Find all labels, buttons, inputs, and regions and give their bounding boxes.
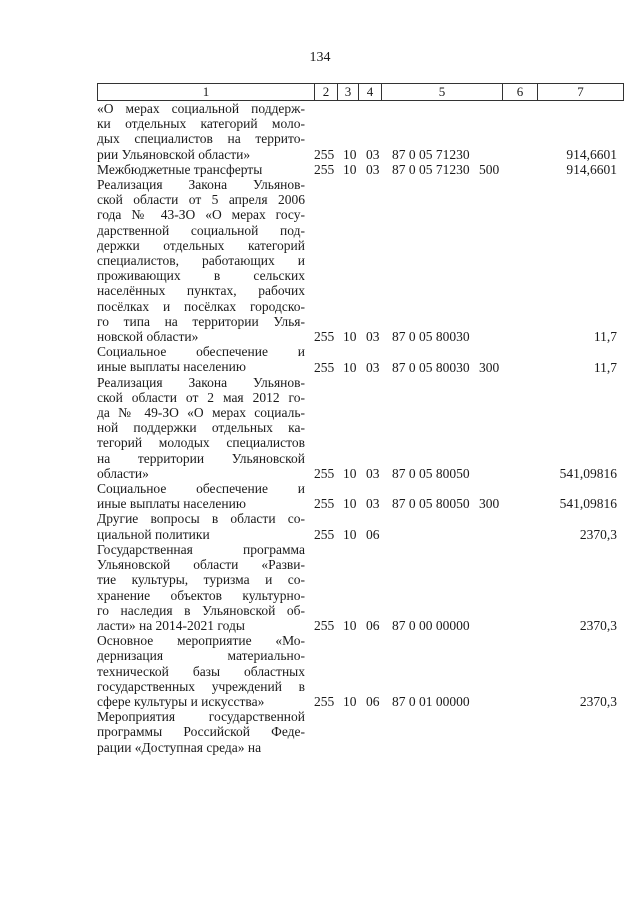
expense-type-code: 300 bbox=[479, 359, 500, 375]
description-line: области» bbox=[97, 465, 149, 481]
column-header-7: 7 bbox=[538, 84, 624, 101]
target-article-code: 87 0 05 71230 bbox=[392, 162, 470, 178]
description-line: Реализация Закона Ульянов- bbox=[97, 374, 305, 390]
description-line: ской области от 5 апреля 2006 bbox=[97, 192, 305, 208]
description-line: держки отдельных категорий bbox=[97, 237, 305, 253]
subsection-code: 06 bbox=[366, 526, 380, 542]
grbs-code: 255 bbox=[314, 359, 335, 375]
section-code: 10 bbox=[343, 526, 357, 542]
description-line: дернизация материально- bbox=[97, 648, 305, 664]
row-codes bbox=[313, 740, 617, 755]
grbs-code: 255 bbox=[314, 329, 335, 345]
row-description bbox=[97, 633, 305, 709]
row-codes bbox=[313, 527, 617, 542]
amount-value: 914,6601 bbox=[566, 146, 617, 162]
description-line: новской области» bbox=[97, 329, 199, 345]
target-article-code: 87 0 05 80030 bbox=[392, 359, 470, 375]
row-codes bbox=[313, 329, 617, 344]
description-line: го типа на территории Улья- bbox=[97, 313, 305, 329]
grbs-code: 255 bbox=[314, 496, 335, 512]
subsection-code: 06 bbox=[366, 618, 380, 634]
description-line: иные выплаты населению bbox=[97, 496, 246, 512]
table-row bbox=[97, 511, 617, 541]
description-line: тие культуры, туризма и со- bbox=[97, 572, 305, 588]
subsection-code: 03 bbox=[366, 329, 380, 345]
page-number: 134 bbox=[309, 50, 331, 65]
description-line: технической базы областных bbox=[97, 663, 305, 679]
section-code: 10 bbox=[343, 694, 357, 710]
amount-value: 11,7 bbox=[593, 329, 617, 345]
description-line: на территории Ульяновской bbox=[97, 450, 305, 466]
description-line: Другие вопросы в области со- bbox=[97, 511, 305, 527]
row-description bbox=[97, 344, 305, 374]
grbs-code: 255 bbox=[314, 618, 335, 634]
table-row bbox=[97, 633, 617, 709]
column-header-2: 2 bbox=[315, 84, 338, 101]
target-article-code: 87 0 05 80030 bbox=[392, 329, 470, 345]
description-line: дых специалистов на террито- bbox=[97, 131, 305, 147]
table-row bbox=[97, 481, 617, 511]
target-article-code: 87 0 05 80050 bbox=[392, 466, 470, 482]
description-line: ской области от 2 мая 2012 го- bbox=[97, 389, 305, 405]
description-line: «О мерах социальной поддерж- bbox=[97, 101, 305, 116]
subsection-code: 03 bbox=[366, 466, 380, 482]
row-codes bbox=[313, 466, 617, 481]
row-description bbox=[97, 375, 305, 481]
row-description bbox=[97, 542, 305, 633]
row-description bbox=[97, 177, 305, 344]
row-codes bbox=[313, 147, 617, 162]
description-line: иные выплаты населению bbox=[97, 359, 246, 375]
section-code: 10 bbox=[343, 359, 357, 375]
table-row bbox=[97, 542, 617, 633]
row-codes bbox=[313, 496, 617, 511]
target-article-code: 87 0 01 00000 bbox=[392, 694, 470, 710]
description-line: проживающих в сельских bbox=[97, 268, 305, 284]
description-line: циальной политики bbox=[97, 526, 210, 542]
description-line: ной поддержки отдельных ка- bbox=[97, 420, 305, 436]
table-row bbox=[97, 709, 617, 755]
amount-value: 2370,3 bbox=[579, 618, 617, 634]
target-article-code: 87 0 05 71230 bbox=[392, 146, 470, 162]
subsection-code: 06 bbox=[366, 694, 380, 710]
description-line: года № 43-ЗО «О мерах госу- bbox=[97, 207, 305, 223]
subsection-code: 03 bbox=[366, 162, 380, 178]
subsection-code: 03 bbox=[366, 146, 380, 162]
description-line: специалистов, работающих и bbox=[97, 253, 305, 269]
description-line: да № 49-ЗО «О мерах социаль- bbox=[97, 405, 305, 421]
description-line: рии Ульяновской области» bbox=[97, 146, 251, 162]
target-article-code: 87 0 00 00000 bbox=[392, 618, 470, 634]
description-line: Социальное обеспечение и bbox=[97, 344, 305, 360]
table-row bbox=[97, 344, 617, 374]
amount-value: 914,6601 bbox=[566, 162, 617, 178]
section-code: 10 bbox=[343, 496, 357, 512]
row-codes bbox=[313, 360, 617, 375]
grbs-code: 255 bbox=[314, 526, 335, 542]
grbs-code: 255 bbox=[314, 466, 335, 482]
amount-value: 2370,3 bbox=[579, 526, 617, 542]
section-code: 10 bbox=[343, 466, 357, 482]
description-line: хранение объектов культурно- bbox=[97, 587, 305, 603]
target-article-code: 87 0 05 80050 bbox=[392, 496, 470, 512]
row-codes bbox=[313, 162, 617, 177]
table-row bbox=[97, 162, 617, 177]
amount-value: 541,09816 bbox=[559, 466, 617, 482]
description-line: Государственная программа bbox=[97, 541, 305, 557]
column-header-5: 5 bbox=[382, 84, 503, 101]
description-line: посёлках и посёлках городско- bbox=[97, 298, 305, 314]
subsection-code: 03 bbox=[366, 496, 380, 512]
description-line: го наследия в Ульяновской об- bbox=[97, 602, 305, 618]
description-line: Межбюджетные трансферты bbox=[97, 161, 263, 177]
row-codes bbox=[313, 618, 617, 633]
description-line: дарственной социальной под- bbox=[97, 222, 305, 238]
column-header-4: 4 bbox=[359, 84, 382, 101]
table-row bbox=[97, 177, 617, 344]
row-codes bbox=[313, 694, 617, 709]
description-line: тегорий молодых специалистов bbox=[97, 435, 305, 451]
section-code: 10 bbox=[343, 146, 357, 162]
column-header-6: 6 bbox=[503, 84, 538, 101]
row-description bbox=[97, 162, 305, 177]
table-row bbox=[97, 101, 617, 162]
column-header-table bbox=[97, 83, 624, 101]
description-line: Реализация Закона Ульянов- bbox=[97, 177, 305, 193]
description-line: государственных учреждений в bbox=[97, 678, 305, 694]
description-line: населённых пунктах, рабочих bbox=[97, 283, 305, 299]
expense-type-code: 300 bbox=[479, 496, 500, 512]
amount-value: 11,7 bbox=[593, 359, 617, 375]
description-line: рации «Доступная среда» на bbox=[97, 739, 262, 755]
budget-rows bbox=[97, 101, 617, 755]
expense-type-code: 500 bbox=[479, 162, 500, 178]
row-description bbox=[97, 709, 305, 755]
grbs-code: 255 bbox=[314, 146, 335, 162]
description-line: Социальное обеспечение и bbox=[97, 481, 305, 497]
description-line: ки отдельных категорий моло- bbox=[97, 116, 305, 132]
section-code: 10 bbox=[343, 618, 357, 634]
table-row bbox=[97, 375, 617, 481]
description-line: программы Российской Феде- bbox=[97, 724, 305, 740]
section-code: 10 bbox=[343, 329, 357, 345]
row-description bbox=[97, 511, 305, 541]
section-code: 10 bbox=[343, 162, 357, 178]
row-description bbox=[97, 101, 305, 162]
description-line: ласти» на 2014-2021 годы bbox=[97, 617, 245, 633]
description-line: Ульяновской области «Разви- bbox=[97, 557, 305, 573]
description-line: Мероприятия государственной bbox=[97, 709, 305, 725]
subsection-code: 03 bbox=[366, 359, 380, 375]
column-header-1: 1 bbox=[98, 84, 315, 101]
column-header-3: 3 bbox=[338, 84, 359, 101]
row-description bbox=[97, 481, 305, 511]
grbs-code: 255 bbox=[314, 694, 335, 710]
grbs-code: 255 bbox=[314, 162, 335, 178]
amount-value: 541,09816 bbox=[559, 496, 617, 512]
description-line: сфере культуры и искусства» bbox=[97, 693, 265, 709]
description-line: Основное мероприятие «Мо- bbox=[97, 633, 305, 649]
column-header-row bbox=[98, 84, 624, 101]
amount-value: 2370,3 bbox=[579, 694, 617, 710]
